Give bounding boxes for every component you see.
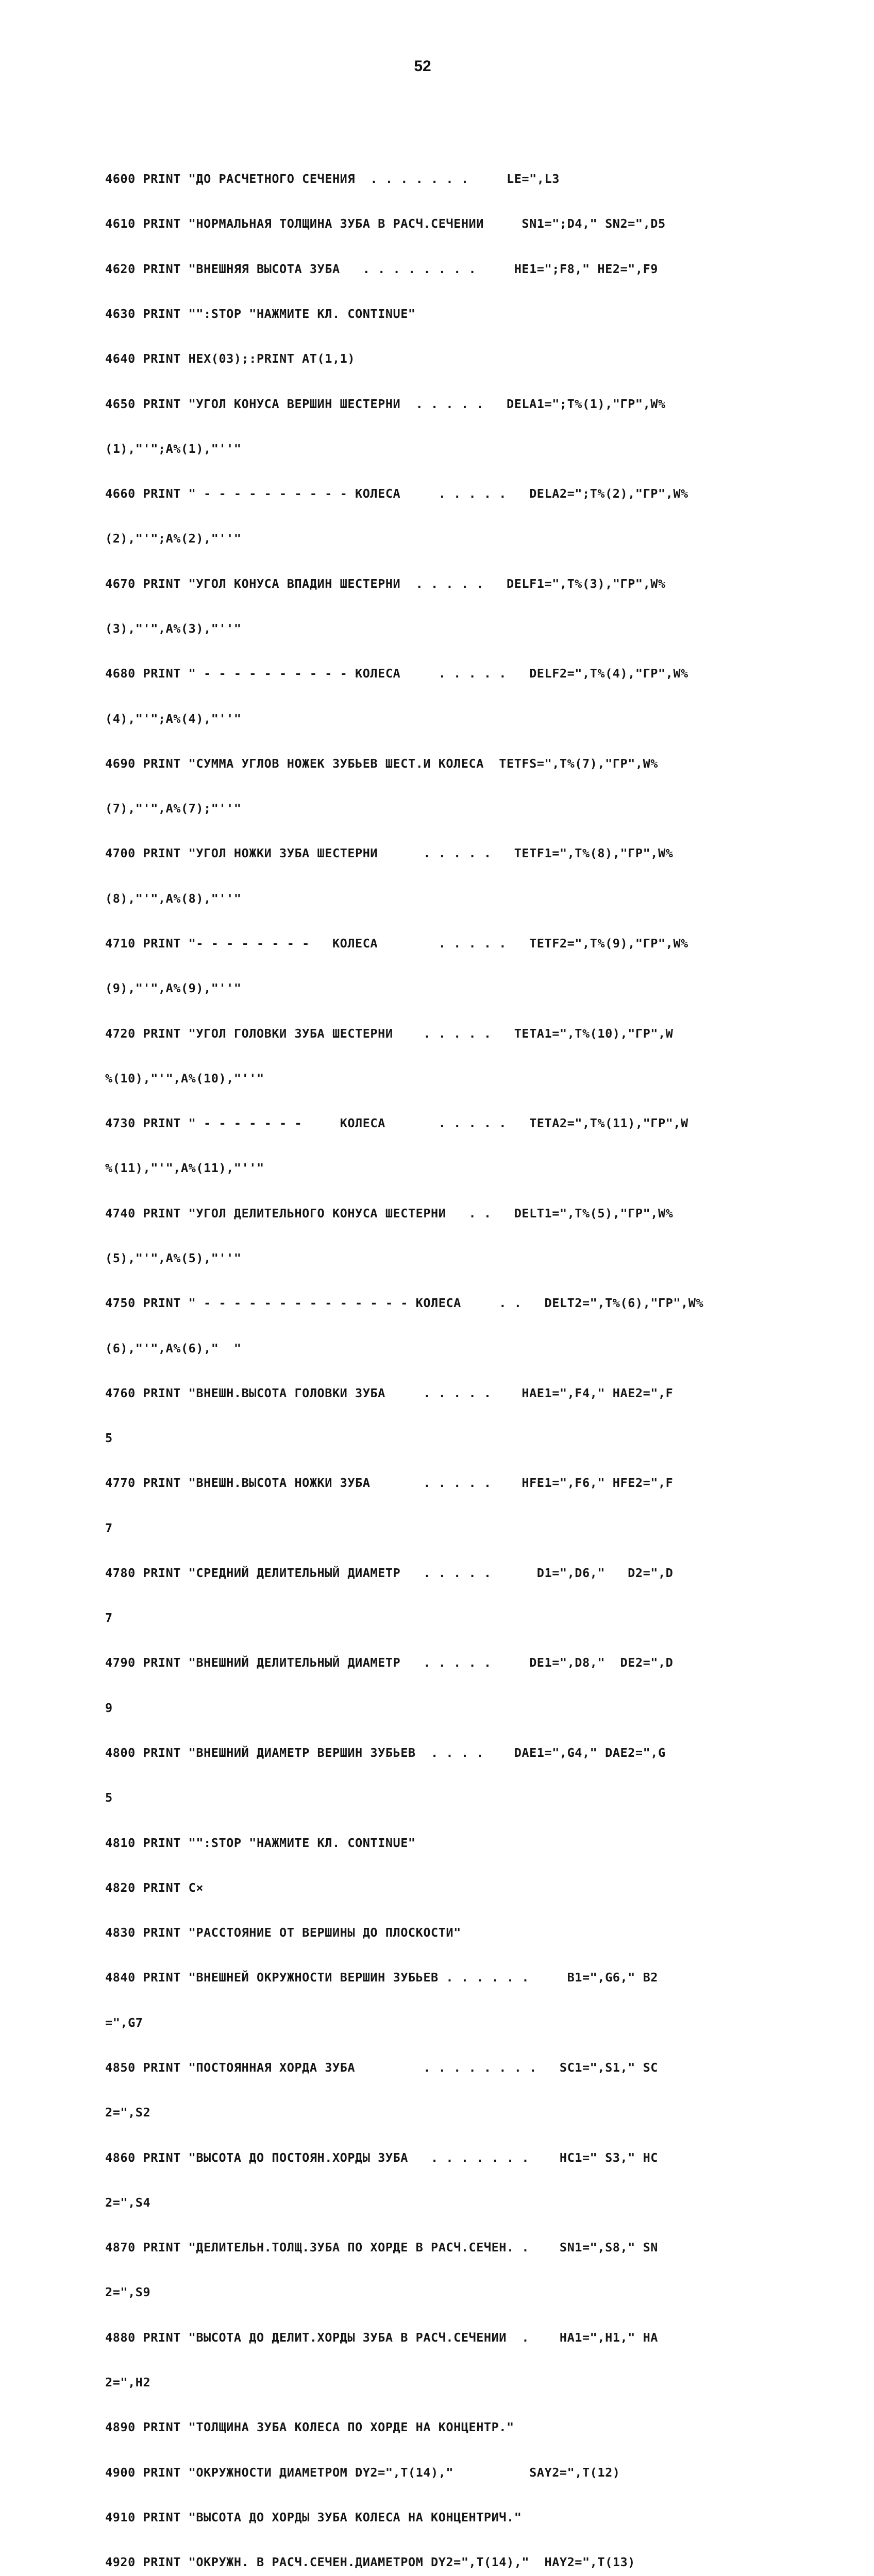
code-line: =",G7 xyxy=(105,2015,143,2030)
code-line: 7 xyxy=(105,1520,113,1535)
code-line: 4840 PRINT "ВНЕШНЕЙ ОКРУЖНОСТИ ВЕРШИН ЗУБЬЕВ . . . . . . B1=",G6," B2 xyxy=(105,1970,658,1985)
code-line: (4),"'";A%(4),"''" xyxy=(105,711,242,726)
code-line: 4740 PRINT "УГОЛ ДЕЛИТЕЛЬНОГО КОНУСА ШЕСТЕРНИ . . DELT1=",T%(5),"ГР",W% xyxy=(105,1206,674,1221)
code-line: (8),"'",A%(8),"''" xyxy=(105,891,242,906)
basic-code-listing xyxy=(105,142,827,2576)
code-line: (6),"'",A%(6)," " xyxy=(105,1341,242,1355)
code-line: (7),"'",A%(7);"''" xyxy=(105,801,242,816)
code-line: 4770 PRINT "ВНЕШН.ВЫСОТА НОЖКИ ЗУБА . . . . . HFE1=",F6," HFE2=",F xyxy=(105,1476,674,1490)
code-line: (9),"'",A%(9),"''" xyxy=(105,981,242,996)
code-line: 4870 PRINT "ДЕЛИТЕЛЬН.ТОЛЩ.ЗУБА ПО ХОРДЕ В РАСЧ.СЕЧЕН. . SN1=",S8," SN xyxy=(105,2240,658,2255)
code-line: 5 xyxy=(105,1790,113,1805)
code-line: 4600 PRINT "ДО РАСЧЕТНОГО СЕЧЕНИЯ . . . . . . . LE=",L3 xyxy=(105,172,560,187)
code-line: 4650 PRINT "УГОЛ КОНУСА ВЕРШИН ШЕСТЕРНИ . . . . . DELA1=";T%(1),"ГР",W% xyxy=(105,396,666,411)
code-line: 4680 PRINT " - - - - - - - - - - КОЛЕСА . . . . . DELF2=",T%(4),"ГР",W% xyxy=(105,666,688,681)
code-line: 2=",S2 xyxy=(105,2105,151,2120)
code-line: 4800 PRINT "ВНЕШНИЙ ДИАМЕТР ВЕРШИН ЗУБЬЕВ . . . . DAE1=",G4," DAE2=",G xyxy=(105,1745,666,1760)
code-line: 4880 PRINT "ВЫСОТА ДО ДЕЛИТ.ХОРДЫ ЗУБА В РАСЧ.СЕЧЕНИИ . HA1=",H1," HA xyxy=(105,2330,658,2345)
code-line: 4710 PRINT "- - - - - - - - КОЛЕСА . . . . . TETF2=",T%(9),"ГР",W% xyxy=(105,936,688,951)
code-line: 2=",S9 xyxy=(105,2285,151,2300)
code-line: (5),"'",A%(5),"''" xyxy=(105,1250,242,1265)
code-line: 4910 PRINT "ВЫСОТА ДО ХОРДЫ ЗУБА КОЛЕСА НА КОНЦЕНТРИЧ." xyxy=(105,2510,522,2524)
code-line: 4860 PRINT "ВЫСОТА ДО ПОСТОЯН.ХОРДЫ ЗУБА . . . . . . . HC1=" S3," HC xyxy=(105,2150,658,2165)
code-line: 4700 PRINT "УГОЛ НОЖКИ ЗУБА ШЕСТЕРНИ . . . . . TETF1=",T%(8),"ГР",W% xyxy=(105,846,674,861)
code-line: 2=",S4 xyxy=(105,2195,151,2210)
code-line: 4690 PRINT "СУММА УГЛОВ НОЖЕК ЗУБЬЕВ ШЕСТ.И КОЛЕСА TETFS=",T%(7),"ГР",W% xyxy=(105,756,658,771)
code-line: 4780 PRINT "СРЕДНИЙ ДЕЛИТЕЛЬНЫЙ ДИАМЕТР . . . . . D1=",D6," D2=",D xyxy=(105,1565,674,1580)
page-number: 52 xyxy=(414,58,431,75)
code-line: 4750 PRINT " - - - - - - - - - - - - - - КОЛЕСА . . DELT2=",T%(6),"ГР",W% xyxy=(105,1296,704,1311)
code-line: 5 xyxy=(105,1431,113,1446)
code-line: (3),"'",A%(3),"''" xyxy=(105,621,242,636)
code-line: 4660 PRINT " - - - - - - - - - - КОЛЕСА . . . . . DELA2=";T%(2),"ГР",W% xyxy=(105,486,688,501)
code-line: 4760 PRINT "ВНЕШН.ВЫСОТА ГОЛОВКИ ЗУБА . . . . . HAE1=",F4," HAE2=",F xyxy=(105,1385,674,1400)
code-line: 4640 PRINT HEX(03);:PRINT AT(1,1) xyxy=(105,351,356,366)
code-line: 2=",H2 xyxy=(105,2375,151,2389)
code-line: 4610 PRINT "НОРМАЛЬНАЯ ТОЛЩИНА ЗУБА В РАСЧ.СЕЧЕНИИ SN1=";D4," SN2=",D5 xyxy=(105,216,666,231)
code-line: 4830 PRINT "РАССТОЯНИЕ ОТ ВЕРШИНЫ ДО ПЛОСКОСТИ" xyxy=(105,1925,461,1940)
code-line: 4850 PRINT "ПОСТОЯННАЯ ХОРДА ЗУБА . . . . . . . . SC1=",S1," SC xyxy=(105,2060,658,2075)
code-line: 4790 PRINT "ВНЕШНИЙ ДЕЛИТЕЛЬНЫЙ ДИАМЕТР . . . . . DE1=",D8," DE2=",D xyxy=(105,1655,674,1670)
code-line: 4620 PRINT "ВНЕШНЯЯ ВЫСОТА ЗУБА . . . . . . . . HE1=";F8," HE2=",F9 xyxy=(105,261,658,276)
code-line: 9 xyxy=(105,1700,113,1715)
code-line: (2),"'";A%(2),"''" xyxy=(105,531,242,546)
code-line: %(10),"'",A%(10),"''" xyxy=(105,1071,264,1086)
code-line: 4820 PRINT C× xyxy=(105,1880,204,1895)
code-line: 4900 PRINT "ОКРУЖНОСТИ ДИАМЕТРОМ DY2=",T(14)," SAY2=",T(12) xyxy=(105,2465,620,2480)
code-line: 4630 PRINT "":STOP "НАЖМИТЕ КЛ. CONTINUE" xyxy=(105,307,416,321)
code-line: 4890 PRINT "ТОЛЩИНА ЗУБА КОЛЕСА ПО ХОРДЕ НА КОНЦЕНТР." xyxy=(105,2420,514,2435)
code-line: 4920 PRINT "ОКРУЖН. В РАСЧ.СЕЧЕН.ДИАМЕТРОМ DY2=",T(14)," HAY2=",T(13) xyxy=(105,2555,635,2570)
code-line: %(11),"'",A%(11),"''" xyxy=(105,1161,264,1176)
code-line: 4730 PRINT " - - - - - - - КОЛЕСА . . . . . TETA2=",T%(11),"ГР",W xyxy=(105,1116,688,1131)
code-line: (1),"'";A%(1),"''" xyxy=(105,441,242,456)
code-line: 4670 PRINT "УГОЛ КОНУСА ВПАДИН ШЕСТЕРНИ . . . . . DELF1=",T%(3),"ГР",W% xyxy=(105,576,666,591)
code-line: 4810 PRINT "":STOP "НАЖМИТЕ КЛ. CONTINUE" xyxy=(105,1835,416,1850)
code-line: 4720 PRINT "УГОЛ ГОЛОВКИ ЗУБА ШЕСТЕРНИ . . . . . TETA1=",T%(10),"ГР",W xyxy=(105,1026,674,1041)
code-line: 7 xyxy=(105,1611,113,1625)
